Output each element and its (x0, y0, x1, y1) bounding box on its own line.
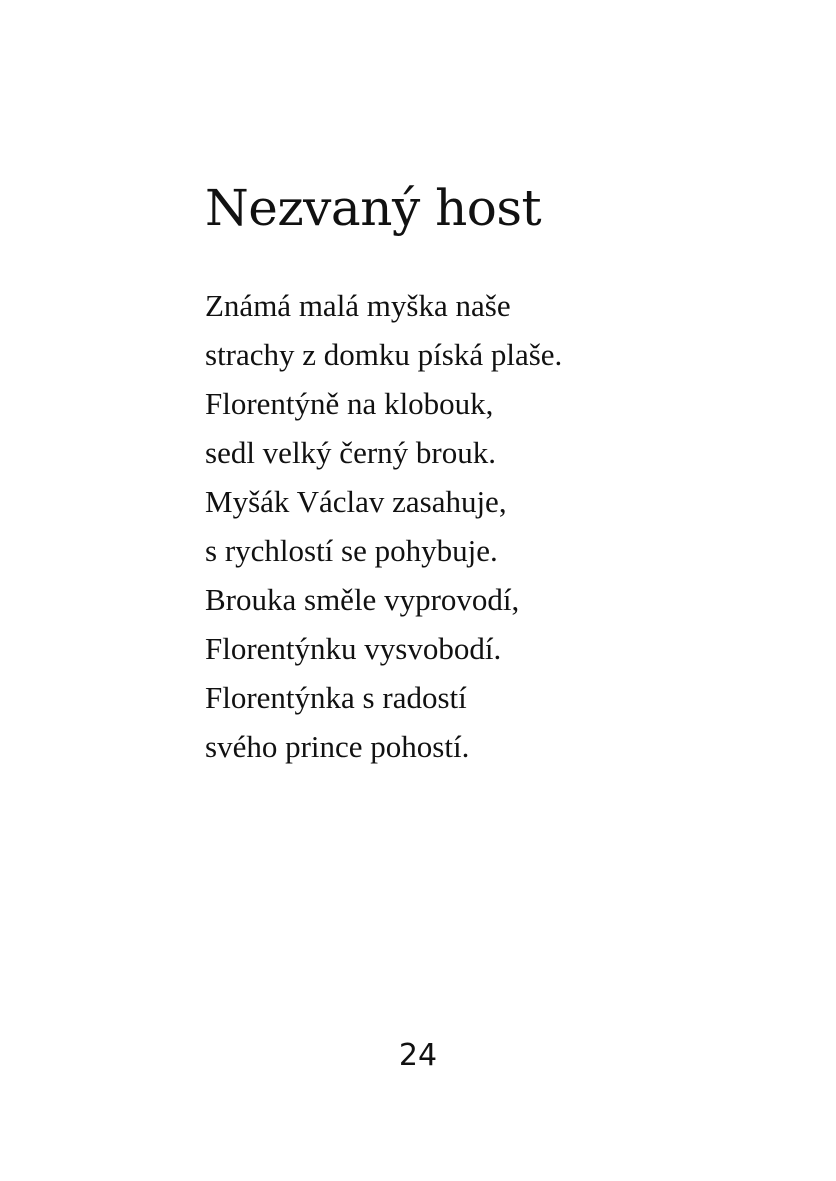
poem-line: sedl velký černý brouk. (205, 435, 496, 470)
poem-body (205, 281, 562, 771)
poem-line: Známá malá myška naše (205, 288, 511, 323)
poem-line: s rychlostí se pohybuje. (205, 533, 498, 568)
poem-line: strachy z domku píská plaše. (205, 337, 563, 372)
poem-line: Florentýnka s radostí (205, 680, 467, 715)
poem-line: Myšák Václav zasahuje, (205, 484, 507, 519)
poem-line: Brouka směle vyprovodí, (205, 582, 520, 617)
poem-line: svého prince pohostí. (205, 729, 470, 764)
poem-line: Florentýně na klobouk, (205, 386, 494, 421)
page-number: 24 (398, 1038, 438, 1073)
poem-title: Nezvaný host (205, 179, 542, 237)
poem-line: Florentýnku vysvobodí. (205, 631, 502, 666)
